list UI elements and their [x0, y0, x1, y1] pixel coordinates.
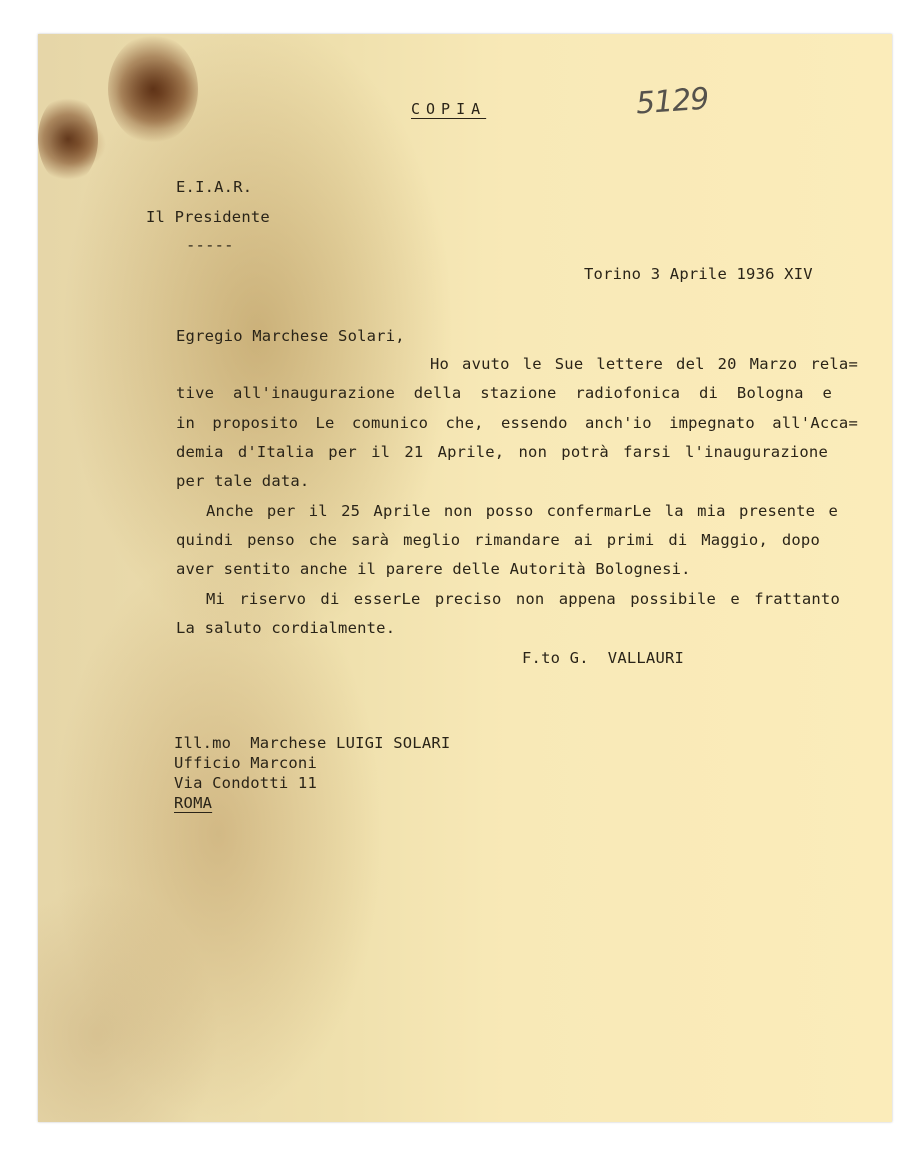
place-date: Torino 3 Aprile 1936 XIV	[584, 265, 813, 283]
copy-heading: COPIA	[411, 100, 487, 118]
body-line: Anche per il 25 Aprile non posso confermarLe la mia presente e	[206, 502, 838, 520]
body-line: per tale data.	[176, 472, 310, 490]
sender-org: E.I.A.R.	[176, 178, 253, 196]
salutation: Egregio Marchese Solari,	[176, 327, 405, 345]
address-office: Ufficio Marconi	[174, 754, 317, 772]
body-line: Mi riservo di esserLe preciso non appena possibile e frattanto	[206, 590, 840, 608]
body-line: La saluto cordialmente.	[176, 619, 396, 637]
address-street: Via Condotti 11	[174, 774, 317, 792]
body-line: demia d'Italia per il 21 Aprile, non potrà farsi l'inaugurazione	[176, 443, 828, 461]
burn-stain	[108, 34, 198, 144]
archive-number: 5129	[634, 81, 710, 122]
body-line: quindi penso che sarà meglio rimandare ai primi di Maggio, dopo	[176, 531, 820, 549]
body-line: aver sentito anche il parere delle Autorità Bolognesi.	[176, 560, 691, 578]
address-recipient: Ill.mo Marchese LUIGI SOLARI	[174, 734, 451, 752]
address-city: ROMA	[174, 794, 213, 812]
sender-title: Il Presidente	[146, 208, 270, 226]
body-line: tive all'inaugurazione della stazione radiofonica di Bologna e	[176, 384, 832, 402]
letter-page	[38, 34, 892, 1122]
body-line: Ho avuto le Sue lettere del 20 Marzo rela=	[430, 355, 858, 373]
signature: F.to G. VALLAURI	[522, 649, 685, 667]
body-line: in proposito Le comunico che, essendo anch'io impegnato all'Acca=	[176, 414, 858, 432]
burn-stain	[38, 94, 98, 184]
header-divider: -----	[186, 236, 234, 254]
